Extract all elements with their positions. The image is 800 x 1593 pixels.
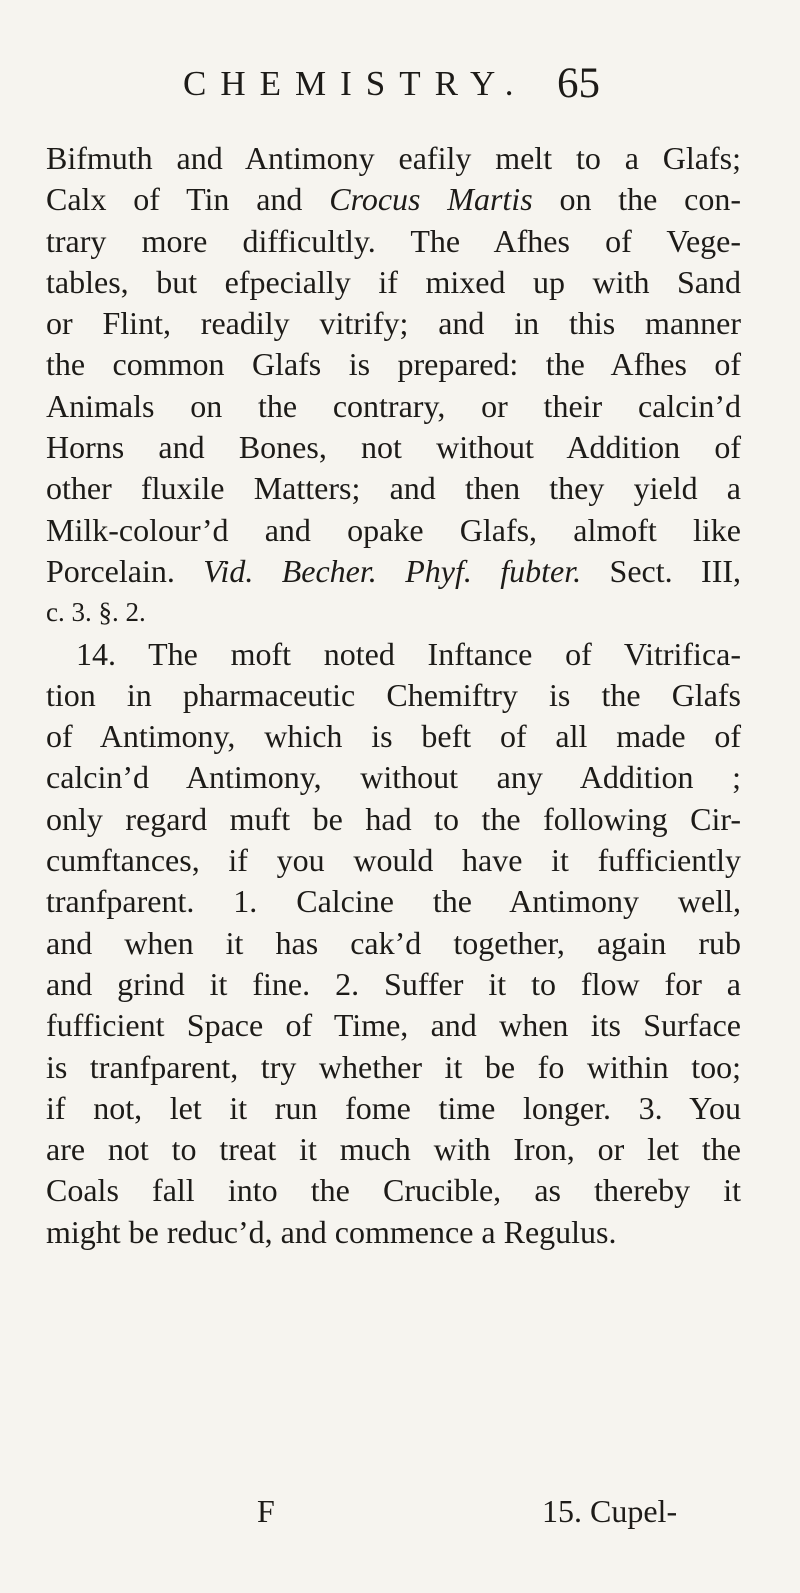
catchword: 15. Cupel- bbox=[542, 1493, 678, 1529]
text-line: Coals fall into the Crucible, as thereby it bbox=[46, 1172, 741, 1209]
text-run: Calx of Tin and bbox=[46, 181, 330, 218]
text-line: Horns and Bones, not without Addition of bbox=[46, 429, 741, 466]
text-line: cumftances, if you would have it fufficiently bbox=[46, 842, 741, 879]
text-line: trary more difficultly. The Afhes of Vege- bbox=[46, 222, 741, 259]
text-line: 14. The moft noted Inftance of Vitrifica- bbox=[76, 635, 741, 672]
text-line: and when it has cak’d together, again rub bbox=[46, 924, 741, 961]
text-line: might be reduc’d, and commence a Regulus. bbox=[46, 1213, 617, 1250]
text-run: on the con- bbox=[532, 181, 742, 218]
text-line: Animals on the contrary, or their calcin’d bbox=[46, 387, 741, 424]
text-line: tranfparent. 1. Calcine the Antimony well, bbox=[46, 883, 741, 920]
text-line: and grind it fine. 2. Suffer it to flow for a bbox=[46, 965, 741, 1002]
text-line: are not to treat it much with Iron, or let the bbox=[46, 1131, 741, 1168]
text-line: only regard muft be had to the following Cir- bbox=[46, 800, 741, 837]
text-line: of Antimony, which is beft of all made of bbox=[46, 718, 741, 755]
text-line: Milk-colour’d and opake Glafs, almoft like bbox=[46, 511, 741, 548]
text-line: fufficient Space of Time, and when its Surface bbox=[46, 1007, 741, 1044]
body-text bbox=[46, 138, 741, 1253]
text-line: tables, but efpecially if mixed up with Sand bbox=[46, 263, 741, 300]
italic-phrase: Crocus Martis bbox=[329, 181, 533, 218]
text-line: or Flint, readily vitrify; and in this manner bbox=[46, 305, 741, 342]
text-line: if not, let it run fome time longer. 3. You bbox=[46, 1089, 741, 1126]
text-line: tion in pharmaceutic Chemiftry is the Glafs bbox=[46, 676, 741, 713]
italic-phrase: Vid. Becher. Phyf. fubter. bbox=[203, 552, 582, 589]
text-line: Bifmuth and Antimony eafily melt to a Glafs; bbox=[46, 140, 741, 176]
page-number: 65 bbox=[557, 60, 600, 107]
text-line: c. 3. §. 2. bbox=[46, 597, 146, 628]
page-header bbox=[183, 62, 603, 122]
running-title: CHEMISTRY. bbox=[183, 64, 528, 103]
text-line bbox=[46, 551, 741, 592]
text-line bbox=[46, 179, 741, 220]
signature-mark: F bbox=[257, 1493, 275, 1529]
page-footer bbox=[0, 1493, 800, 1537]
text-line: is tranfparent, try whether it be fo within too; bbox=[46, 1048, 741, 1085]
text-line: other fluxile Matters; and then they yield a bbox=[46, 470, 741, 507]
text-run: Sect. III, bbox=[581, 552, 741, 589]
text-run: Porcelain. bbox=[46, 552, 204, 589]
text-line: the common Glafs is prepared: the Afhes of bbox=[46, 346, 741, 383]
text-line: calcin’d Antimony, without any Addition ; bbox=[46, 759, 741, 796]
